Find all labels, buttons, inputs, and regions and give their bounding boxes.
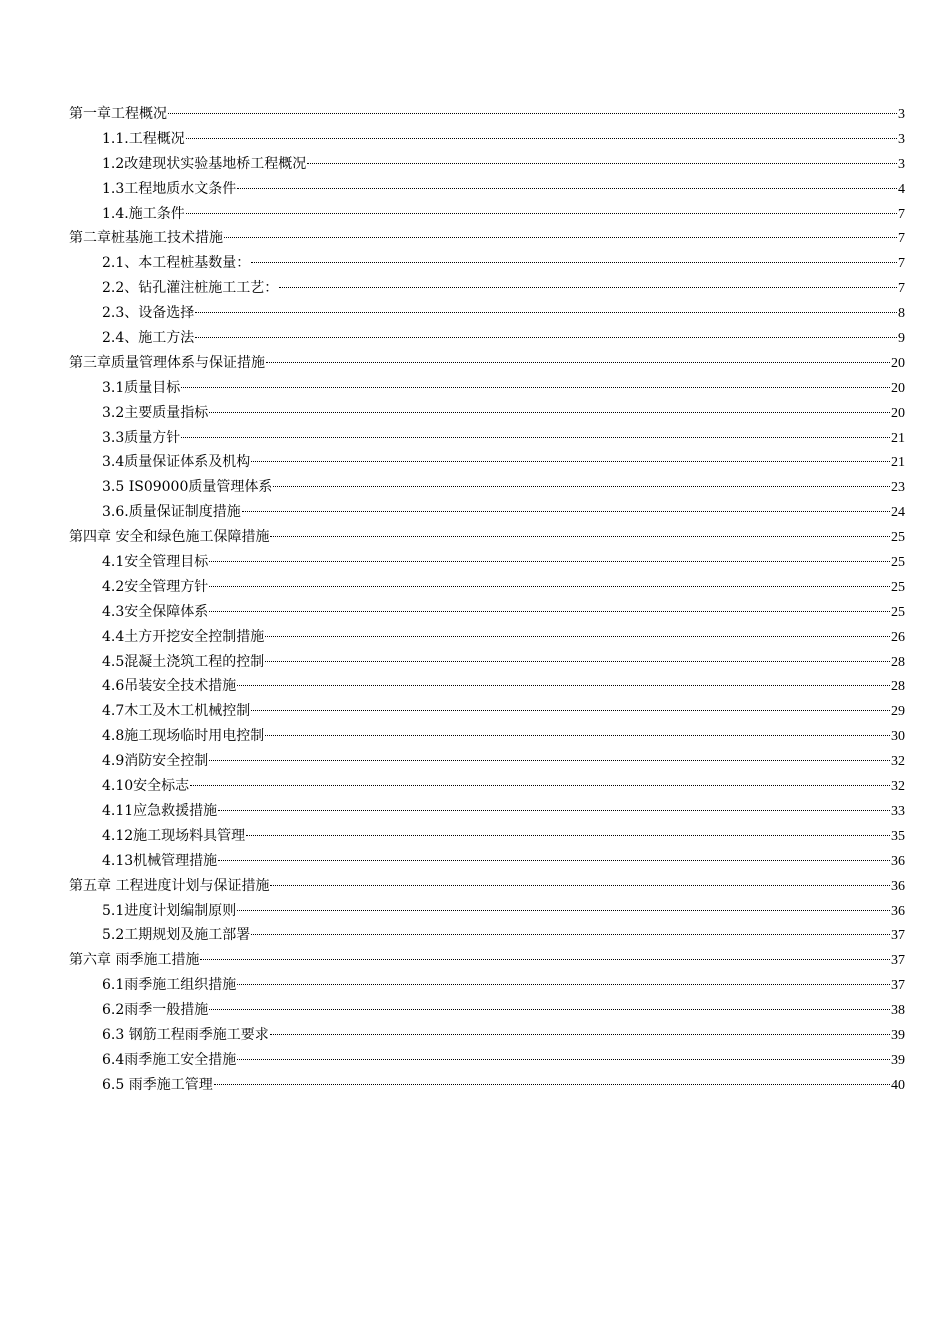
toc-section-entry[interactable] (69, 326, 905, 351)
toc-section-entry[interactable] (69, 849, 905, 874)
toc-section-entry[interactable] (69, 625, 905, 650)
toc-section-entry[interactable] (69, 401, 905, 426)
toc-entry-page: 40 (891, 1077, 905, 1093)
toc-section-entry[interactable] (69, 251, 905, 276)
toc-entry-title: 4.3安全保障体系 (102, 603, 209, 620)
toc-entry-page: 7 (898, 231, 905, 247)
toc-entry-title: 第三章质量管理体系与保证措施 (69, 354, 265, 371)
toc-dot-leader (195, 337, 897, 338)
toc-section-entry[interactable] (69, 1048, 905, 1073)
toc-section-entry[interactable] (69, 1073, 905, 1098)
toc-entry-title: 4.8施工现场临时用电控制 (102, 728, 265, 745)
toc-entry-title: 5.1进度计划编制原则 (102, 902, 237, 919)
toc-entry-page: 38 (891, 1003, 905, 1019)
toc-section-entry[interactable] (69, 973, 905, 998)
toc-entry-title: 6.2雨季一般措施 (102, 1002, 209, 1019)
toc-entry-title: 4.7木工及木工机械控制 (102, 703, 251, 720)
toc-entry-page: 20 (891, 405, 905, 421)
toc-entry-page: 28 (891, 679, 905, 695)
toc-entry-page: 26 (891, 629, 905, 645)
toc-entry-title: 3.3质量方针 (102, 429, 181, 446)
toc-entry-page: 8 (898, 306, 905, 322)
toc-entry-title: 4.5混凝土浇筑工程的控制 (102, 653, 265, 670)
toc-entry-title: 3.2主要质量指标 (102, 404, 209, 421)
toc-dot-leader (218, 860, 890, 861)
toc-section-entry[interactable] (69, 177, 905, 202)
toc-entry-title: 4.9消防安全控制 (102, 753, 209, 770)
toc-dot-leader (209, 561, 890, 562)
toc-entry-title: 3.4质量保证体系及机构 (102, 454, 251, 471)
toc-entry-title: 5.2工期规划及施工部署 (102, 927, 251, 944)
toc-entry-title: 第二章桩基施工技术措施 (69, 230, 223, 247)
toc-entry-page: 36 (891, 853, 905, 869)
toc-entry-page: 39 (891, 1027, 905, 1043)
toc-dot-leader (237, 1059, 890, 1060)
toc-dot-leader (209, 412, 890, 413)
toc-entry-title: 4.12施工现场料具管理 (102, 827, 246, 844)
toc-entry-title: 2.3、设备选择 (102, 305, 195, 322)
toc-entry-title: 第六章 雨季施工措施 (69, 952, 200, 969)
toc-entry-title: 4.2安全管理方针 (102, 578, 209, 595)
toc-entry-title: 6.3 钢筋工程雨季施工要求 (102, 1026, 269, 1043)
toc-section-entry[interactable] (69, 276, 905, 301)
toc-dot-leader (237, 685, 890, 686)
toc-dot-leader (273, 486, 890, 487)
toc-dot-leader (237, 984, 890, 985)
toc-section-entry[interactable] (69, 575, 905, 600)
toc-entry-title: 1.1.工程概况 (102, 130, 185, 147)
toc-entry-page: 3 (898, 131, 905, 147)
toc-entry-title: 6.5 雨季施工管理 (102, 1076, 213, 1093)
toc-entry-page: 20 (891, 380, 905, 396)
toc-entry-title: 4.4土方开挖安全控制措施 (102, 628, 265, 645)
toc-dot-leader (209, 586, 890, 587)
toc-dot-leader (265, 735, 890, 736)
toc-entry-title: 第五章 工程进度计划与保证措施 (69, 877, 270, 894)
toc-entry-page: 7 (898, 206, 905, 222)
toc-entry-title: 4.1安全管理目标 (102, 554, 209, 571)
toc-dot-leader (246, 835, 890, 836)
toc-dot-leader (251, 710, 890, 711)
toc-entry-page: 30 (891, 729, 905, 745)
toc-dot-leader (218, 810, 890, 811)
toc-section-entry[interactable] (69, 674, 905, 699)
toc-dot-leader (251, 262, 897, 263)
toc-entry-page: 25 (891, 555, 905, 571)
toc-dot-leader (195, 312, 897, 313)
toc-entry-page: 25 (891, 579, 905, 595)
toc-section-entry[interactable] (69, 127, 905, 152)
toc-entry-title: 4.11应急救援措施 (102, 802, 218, 819)
toc-dot-leader (270, 536, 890, 537)
toc-section-entry[interactable] (69, 500, 905, 525)
toc-dot-leader (190, 785, 890, 786)
toc-dot-leader (251, 461, 890, 462)
toc-entry-page: 21 (891, 430, 905, 446)
toc-dot-leader (224, 237, 897, 238)
toc-entry-page: 39 (891, 1052, 905, 1068)
toc-dot-leader (186, 138, 897, 139)
toc-section-entry[interactable] (69, 923, 905, 948)
toc-section-entry[interactable] (69, 899, 905, 924)
toc-entry-title: 第一章工程概况 (69, 106, 167, 122)
toc-entry-page: 37 (891, 953, 905, 969)
toc-section-entry[interactable] (69, 550, 905, 575)
toc-section-entry[interactable] (69, 998, 905, 1023)
toc-dot-leader (279, 287, 897, 288)
toc-dot-leader (181, 387, 890, 388)
toc-section-entry[interactable] (69, 774, 905, 799)
toc-entry-page: 35 (891, 828, 905, 844)
toc-chapter-entry[interactable] (69, 351, 905, 376)
toc-section-entry[interactable] (69, 152, 905, 177)
toc-chapter-entry[interactable] (69, 948, 905, 973)
toc-dot-leader (186, 213, 897, 214)
toc-entry-page: 29 (891, 704, 905, 720)
toc-entry-page: 7 (898, 256, 905, 272)
toc-entry-title: 4.13机械管理措施 (102, 852, 218, 869)
toc-chapter-entry[interactable] (69, 226, 905, 251)
toc-entry-title: 4.6吊装安全技术措施 (102, 678, 237, 695)
toc-section-entry[interactable] (69, 426, 905, 451)
toc-section-entry[interactable] (69, 699, 905, 724)
toc-section-entry[interactable] (69, 301, 905, 326)
toc-entry-title: 2.2、钻孔灌注桩施工工艺： (102, 280, 279, 297)
toc-entry-page: 25 (891, 530, 905, 546)
toc-entry-title: 第四章 安全和绿色施工保障措施 (69, 529, 270, 546)
toc-section-entry[interactable] (69, 749, 905, 774)
toc-entry-title: 3.5 IS09000质量管理体系 (102, 479, 273, 496)
toc-dot-leader (209, 760, 890, 761)
toc-section-entry[interactable] (69, 475, 905, 500)
toc-dot-leader (270, 1034, 890, 1035)
toc-entry-page: 25 (891, 604, 905, 620)
toc-dot-leader (265, 661, 890, 662)
toc-dot-leader (251, 934, 890, 935)
toc-section-entry[interactable] (69, 600, 905, 625)
toc-entry-page: 36 (891, 878, 905, 894)
toc-dot-leader (168, 113, 897, 114)
toc-dot-leader (270, 885, 890, 886)
toc-entry-page: 3 (898, 107, 905, 122)
toc-entry-page: 21 (891, 455, 905, 471)
toc-entry-title: 6.1雨季施工组织措施 (102, 977, 237, 994)
toc-entry-title: 2.4、施工方法 (102, 330, 195, 347)
toc-entry-page: 33 (891, 803, 905, 819)
toc-entry-title: 2.1、本工程桩基数量： (102, 255, 251, 272)
toc-section-entry[interactable] (69, 450, 905, 475)
toc-section-entry[interactable] (69, 202, 905, 227)
toc-section-entry[interactable] (69, 824, 905, 849)
toc-dot-leader (209, 611, 890, 612)
toc-entry-page: 28 (891, 654, 905, 670)
toc-chapter-entry[interactable] (69, 874, 905, 899)
toc-entry-page: 3 (898, 156, 905, 172)
toc-entry-page: 7 (898, 281, 905, 297)
toc-entry-page: 4 (898, 181, 905, 197)
toc-section-entry[interactable] (69, 650, 905, 675)
toc-dot-leader (266, 362, 890, 363)
toc-entry-title: 6.4雨季施工安全措施 (102, 1051, 237, 1068)
toc-dot-leader (237, 188, 897, 189)
toc-dot-leader (214, 1084, 890, 1085)
toc-dot-leader (200, 959, 890, 960)
toc-entry-title: 1.3工程地质水文条件 (102, 180, 237, 197)
toc-dot-leader (265, 636, 890, 637)
toc-entry-title: 1.2改建现状实验基地桥工程概况 (102, 155, 307, 172)
toc-dot-leader (181, 437, 890, 438)
toc-entry-title: 1.4.施工条件 (102, 205, 185, 222)
toc-section-entry[interactable] (69, 376, 905, 401)
toc-dot-leader (242, 511, 890, 512)
toc-dot-leader (307, 163, 897, 164)
toc-entry-page: 36 (891, 903, 905, 919)
toc-entry-page: 24 (891, 505, 905, 521)
toc-entry-page: 37 (891, 928, 905, 944)
toc-section-entry[interactable] (69, 1023, 905, 1048)
toc-entry-page: 23 (891, 480, 905, 496)
toc-chapter-entry[interactable] (69, 525, 905, 550)
toc-chapter-entry[interactable] (69, 102, 905, 127)
toc-entry-page: 9 (898, 331, 905, 347)
toc-entry-title: 3.1质量目标 (102, 379, 181, 396)
table-of-contents (69, 102, 905, 1098)
toc-entry-page: 32 (891, 779, 905, 795)
toc-dot-leader (237, 910, 890, 911)
toc-dot-leader (209, 1009, 890, 1010)
toc-section-entry[interactable] (69, 799, 905, 824)
toc-section-entry[interactable] (69, 724, 905, 749)
toc-entry-page: 32 (891, 754, 905, 770)
toc-entry-title: 4.10安全标志 (102, 778, 190, 795)
toc-entry-page: 37 (891, 978, 905, 994)
toc-entry-title: 3.6.质量保证制度措施 (102, 504, 241, 521)
toc-entry-page: 20 (891, 355, 905, 371)
